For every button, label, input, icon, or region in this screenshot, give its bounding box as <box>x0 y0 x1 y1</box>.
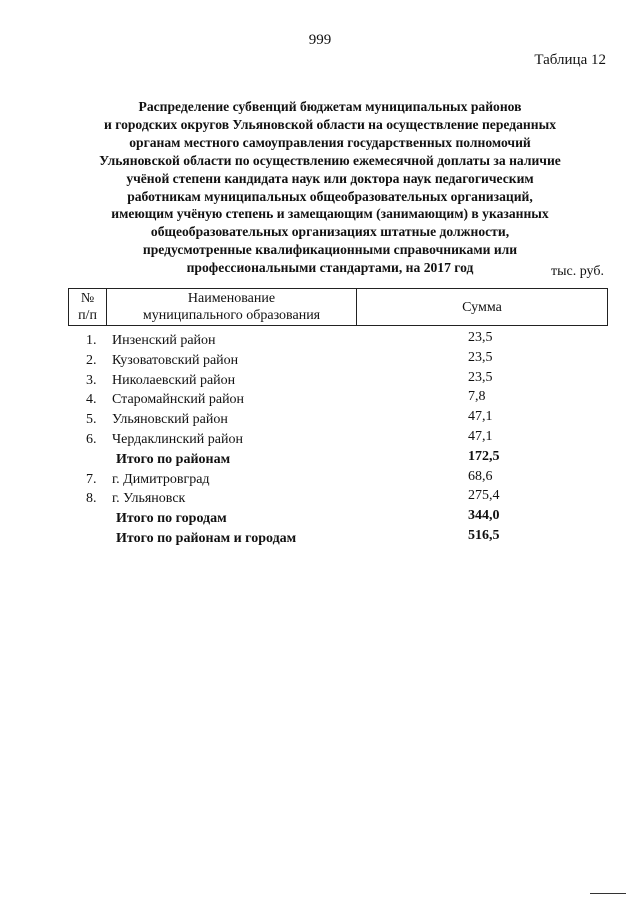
header-name-line1: Наименование <box>187 291 276 306</box>
row-value: 47,1 <box>468 428 493 444</box>
row-name: Чердаклинский район <box>112 431 243 447</box>
title-line: профессиональными стандартами, на 2017 год <box>186 260 474 276</box>
row-number: 4. <box>86 392 97 408</box>
title-line: работникам муниципальных общеобразовательных организаций, <box>127 188 533 204</box>
table-body <box>68 330 608 548</box>
document-title <box>70 98 590 277</box>
table-row <box>68 330 608 350</box>
subtotal-row-cities <box>68 508 608 528</box>
table-row <box>68 370 608 390</box>
header-number-line1: № <box>80 291 95 306</box>
row-name: Николаевский район <box>112 372 236 388</box>
row-name: Итого по районам <box>116 451 231 467</box>
row-value: 47,1 <box>468 409 493 425</box>
subtotal-row-districts <box>68 449 608 469</box>
row-name: Старомайнский район <box>112 392 245 408</box>
row-value: 23,5 <box>468 349 493 365</box>
title-line: общеобразовательных организациях штатные должности, <box>150 224 510 240</box>
title-line: предусмотренные квалификационными справочниками или <box>142 242 518 258</box>
row-name: Инзенский район <box>112 333 216 348</box>
footer-rule <box>590 893 626 894</box>
table-header <box>68 288 608 326</box>
row-number: 5. <box>86 412 97 428</box>
row-number: 7. <box>86 471 97 487</box>
row-value: 23,5 <box>468 330 493 345</box>
row-number: 3. <box>86 372 97 388</box>
row-value: 172,5 <box>468 448 500 464</box>
header-number-cell <box>69 289 107 325</box>
table-row <box>68 409 608 429</box>
row-number: 8. <box>86 491 97 507</box>
header-number-line2: п/п <box>78 308 97 323</box>
row-number: 6. <box>86 431 97 447</box>
title-line: имеющим учёную степень и замещающим (занимающим) в указанных <box>111 206 549 222</box>
header-sum: Сумма <box>462 299 502 315</box>
page-number: 999 <box>308 32 332 48</box>
row-value: 68,6 <box>468 468 493 484</box>
title-line: Ульяновской области по осуществлению ежемесячной доплаты за наличие <box>99 152 561 168</box>
row-name: г. Ульяновск <box>112 491 186 507</box>
title-line: Распределение субвенций бюджетам муниципальных районов <box>138 99 522 114</box>
row-number: 1. <box>86 333 97 348</box>
row-value: 344,0 <box>468 508 500 524</box>
row-value: 275,4 <box>468 488 500 504</box>
row-name: г. Димитровград <box>112 471 210 487</box>
row-value: 516,5 <box>468 527 500 543</box>
title-line: учёной степени кандидата наук или доктора наук педагогическим <box>126 170 534 186</box>
table-label: Таблица 12 <box>534 52 606 68</box>
units-label: тыс. руб. <box>551 264 604 279</box>
row-name: Итого по районам и городам <box>116 530 297 546</box>
header-name-cell <box>107 289 357 325</box>
table-row <box>68 469 608 489</box>
table-row <box>68 488 608 508</box>
table-row <box>68 429 608 449</box>
grand-total-row <box>68 528 608 548</box>
header-sum-cell <box>357 289 607 325</box>
title-line: органам местного самоуправления государственных полномочий <box>129 134 531 150</box>
header-name-line2: муниципального образования <box>142 308 321 323</box>
row-name: Итого по городам <box>116 511 227 527</box>
row-value: 23,5 <box>468 369 493 385</box>
row-value: 7,8 <box>468 389 486 405</box>
table-row <box>68 350 608 370</box>
table-row <box>68 389 608 409</box>
row-name: Кузоватовский район <box>112 352 239 368</box>
row-name: Ульяновский район <box>112 412 228 428</box>
title-line: и городских округов Ульяновской области на осуществление переданных <box>104 116 556 132</box>
row-number: 2. <box>86 352 97 368</box>
